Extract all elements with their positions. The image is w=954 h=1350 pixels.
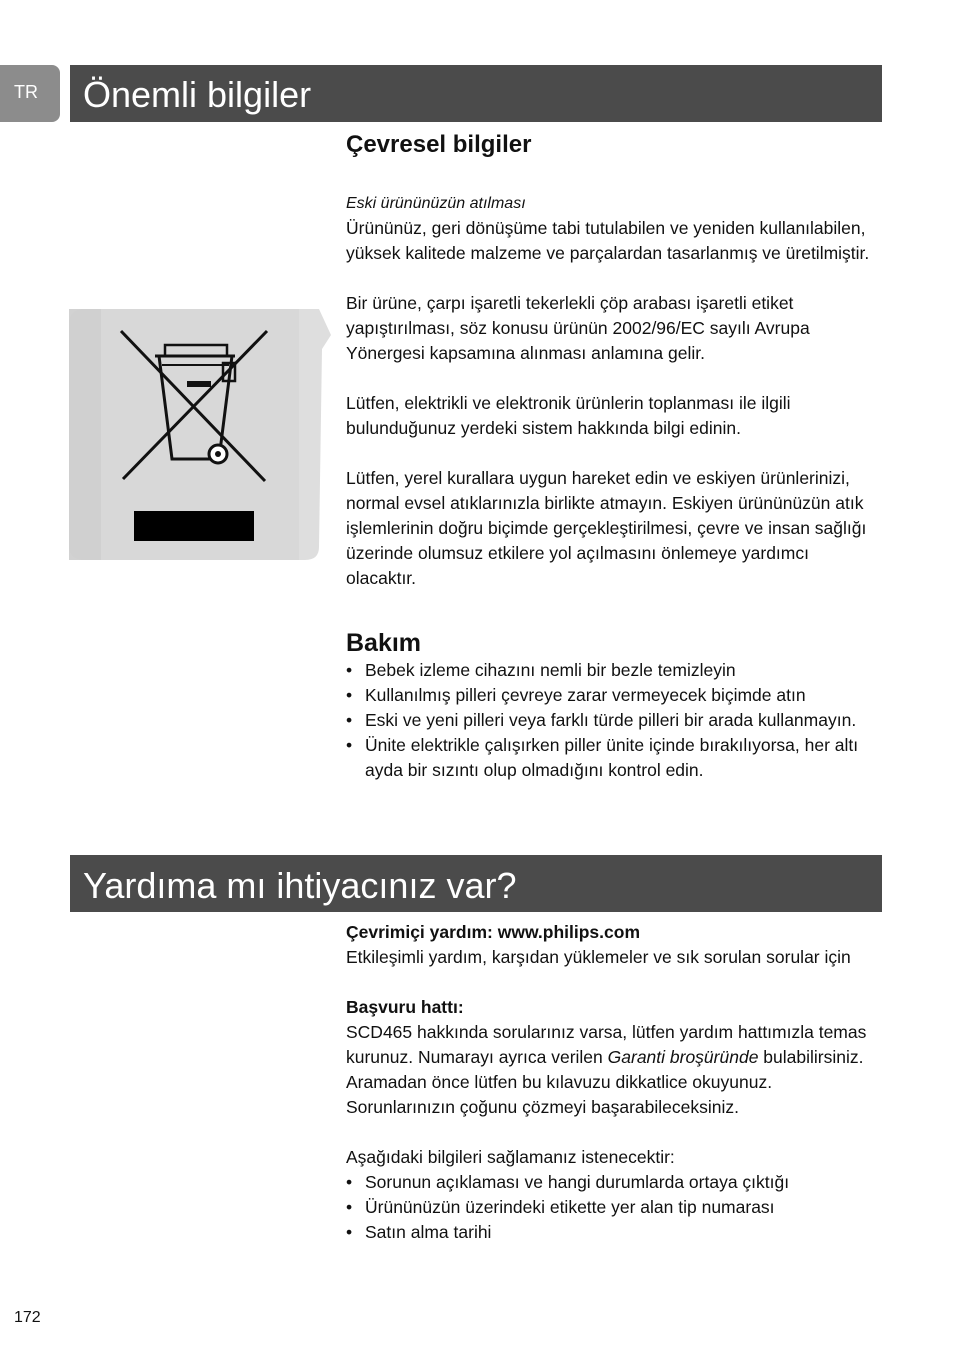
list-item: • Sorunun açıklaması ve hangi durumlarda ortaya çıktığı bbox=[346, 1170, 876, 1195]
info-intro: Aşağıdaki bilgileri sağlamanız istenecektir: bbox=[346, 1147, 675, 1167]
care-column bbox=[346, 628, 876, 783]
info-list bbox=[346, 1170, 876, 1245]
language-tab bbox=[0, 65, 60, 122]
environmental-info-column bbox=[346, 130, 876, 591]
disposal-paragraph-2: Bir ürüne, çarpı işaretli tekerlekli çöp arabası işaretli etiket yapıştırılması, söz konusu ürünün 2002/96/EC sayılı Avrupa Yönergesi kapsamına alınması anlamına gelir. bbox=[346, 293, 810, 363]
section-header-need-help bbox=[70, 855, 882, 912]
section-title: Önemli bilgiler bbox=[83, 74, 312, 115]
online-help-text: Etkileşimli yardım, karşıdan yüklemeler ve sık sorulan sorular için bbox=[346, 947, 851, 967]
care-list bbox=[346, 658, 876, 783]
disposal-paragraph-4: Lütfen, yerel kurallara uygun hareket edin ve eskiyen ürünlerinizi, normal evsel atıklarınızla birlikte atmayın. Eskiyen ürününüzün atık işlemlerinin doğru biçimde gerçekleştirilmesi, çevre ve insan sağlığı üzerinde olumsuz etkilere yol açılmasını önlemeye yardımcı olacaktır. bbox=[346, 468, 867, 588]
hotline-label: Başvuru hattı: bbox=[346, 997, 464, 1017]
help-column bbox=[346, 920, 876, 1245]
language-code: TR bbox=[14, 82, 38, 102]
list-item: • Kullanılmış pilleri çevreye zarar vermeyecek biçimde atın bbox=[346, 683, 876, 708]
section-header-important-info bbox=[70, 65, 882, 122]
list-item: • Satın alma tarihi bbox=[346, 1220, 876, 1245]
list-item: • Ürününüzün üzerindeki etikette yer alan tip numarası bbox=[346, 1195, 876, 1220]
care-heading: Bakım bbox=[346, 629, 422, 657]
environmental-info-heading: Çevresel bilgiler bbox=[346, 131, 532, 158]
hotline-text bbox=[346, 1020, 876, 1070]
list-item: • Eski ve yeni pilleri veya farklı türde pilleri bir arada kullanmayın. bbox=[346, 708, 876, 733]
hotline-text-part-a: SCD465 hakkında sorularınız varsa, lütfen yardım hattımızla temas kurunuz. Numarayı ayrıca verilen bbox=[346, 1022, 867, 1067]
page-number: 172 bbox=[14, 1309, 41, 1326]
disposal-paragraph-1: Ürününüz, geri dönüşüme tabi tutulabilen ve yeniden kullanılabilen, yüksek kalitede malzeme ve parçalardan tasarlanmış ve üretilmiştir. bbox=[346, 218, 870, 263]
hotline-text-2: Aramadan önce lütfen bu kılavuzu dikkatlice okuyunuz. Sorunlarınızın çoğunu çözmeyi başarabileceksiniz. bbox=[346, 1072, 773, 1117]
disposal-paragraph-3: Lütfen, elektrikli ve elektronik ürünlerin toplanması ile ilgili bulunduğunuz yerdeki sistem hakkında bilgi edinin. bbox=[346, 393, 791, 438]
list-item: • Bebek izleme cihazını nemli bir bezle temizleyin bbox=[346, 658, 876, 683]
weee-symbol-icon bbox=[69, 309, 331, 560]
online-help-label: Çevrimiçi yardım: www.philips.com bbox=[346, 922, 641, 942]
warranty-booklet-term: Garanti broşüründe bbox=[607, 1047, 759, 1067]
section-title: Yardıma mı ihtiyacınız var? bbox=[83, 865, 517, 906]
disposal-title: Eski ürününüzün atılması bbox=[346, 195, 526, 212]
list-item: • Ünite elektrikle çalışırken piller ünite içinde bırakılıyorsa, her altı ayda bir sızıntı olup olmadığını kontrol edin. bbox=[346, 733, 876, 783]
hotline-text-part-b: bulabilirsiniz. bbox=[758, 1047, 864, 1067]
